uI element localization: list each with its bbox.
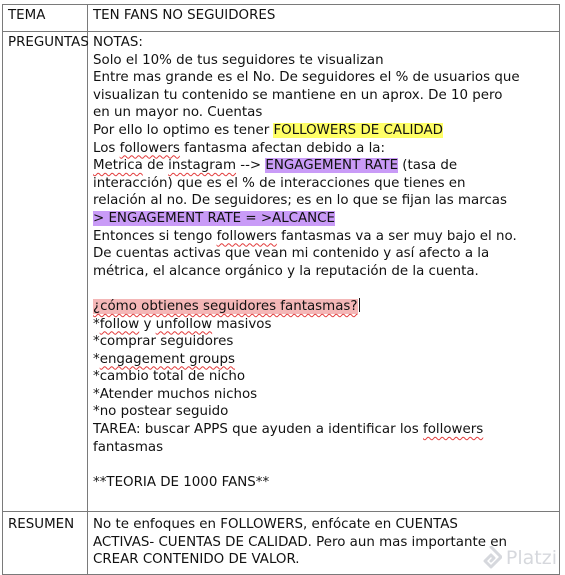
spellcheck-word: instagram (168, 158, 237, 174)
bullet-3-pre: * (93, 351, 100, 367)
note-line-11-pre: Entonces si tengo (93, 228, 217, 244)
bullet-engagement-groups (93, 351, 555, 369)
resumen-label-cell[interactable] (3, 512, 88, 575)
row-resumen (3, 512, 560, 575)
note-line-11-post: fantasmas va a ser muy bajo el no. (276, 228, 517, 244)
preguntas-content-cell[interactable] (88, 32, 560, 512)
note-line-5-text: Por ello lo optimo es tener (93, 122, 274, 138)
resumen-line-2: ACTIVAS- CUENTAS DE CALIDAD. Pero aun mas importante en (93, 534, 507, 550)
note-line-4: en un mayor no. Cuentas (93, 105, 263, 121)
preguntas-label-cell[interactable] (3, 32, 88, 512)
spellcheck-word: followers (119, 140, 180, 156)
bullet-no-postear: *no postear seguido (93, 404, 229, 420)
tema-value: TEN FANS NO SEGUIDORES (93, 8, 276, 23)
note-line-7 (93, 157, 555, 175)
question-line (93, 298, 555, 316)
resumen-line-3: CREAR CONTENIDO DE VALOR. (93, 552, 300, 568)
engagement-alcance-highlight: > ENGAGEMENT RATE = >ALCANCE (93, 210, 335, 226)
preguntas-label: PREGUNTAS (8, 35, 89, 50)
notas-title: NOTAS: (93, 35, 143, 50)
spellcheck-word: engagement groups (99, 351, 236, 367)
spellcheck-word: unfollow (155, 316, 213, 332)
bullet-comprar: *comprar seguidores (93, 334, 234, 350)
note-line-3: visualizan tu contenido se mantiene en un aprox. De 10 pero (93, 87, 503, 103)
teoria-line: **TEORIA DE 1000 FANS** (93, 474, 270, 490)
spellcheck-word: follow (99, 316, 140, 332)
blank-line (93, 491, 555, 509)
note-line-6-pre: Los (93, 140, 120, 156)
note-line-1: Solo el 10% de tus seguidores te visualizan (93, 52, 384, 68)
tarea-pre: TAREA: buscar APPS que ayuden a identificar los (93, 422, 423, 438)
tarea-line-2: fantasmas (93, 439, 164, 455)
watermark-text: Platzi (505, 547, 557, 569)
note-line-10 (93, 210, 555, 228)
note-line-6-post: fantasma afectan debido a la: (179, 140, 386, 156)
note-line-7-post: (tasa de (398, 158, 458, 174)
resumen-label: RESUMEN (8, 517, 75, 533)
bullet-atender-nichos: *Atender muchos nichos (93, 386, 258, 402)
followers-de-calidad-highlight: FOLLOWERS DE CALIDAD (273, 122, 443, 138)
platzi-logo-icon (480, 546, 502, 570)
blank-line (93, 456, 555, 474)
note-line-5 (93, 122, 555, 140)
note-line-12: De cuentas activas que vean mi contenido y así afecto a la (93, 246, 490, 262)
note-line-2: Entre mas grande es el No. De seguidores el % de usuarios que (93, 70, 520, 86)
note-line-7-mid1: de (142, 158, 169, 174)
blank-line (93, 280, 555, 298)
platzi-watermark (480, 546, 557, 570)
note-line-13: métrica, el alcance orgánico y la reputación de la cuenta. (93, 263, 479, 279)
bullet-cambio-nicho: *cambio total de nicho (93, 369, 246, 385)
note-line-9: relación al no. De seguidores; es en lo que se fijan las marcas (93, 193, 507, 209)
note-line-11 (93, 228, 555, 246)
note-line-6 (93, 140, 555, 158)
resumen-line-1: No te enfoques en FOLLOWERS, enfócate en CUENTAS (93, 517, 458, 533)
bullet-1-mid: y (139, 316, 156, 332)
engagement-rate-highlight: ENGAGEMENT RATE (265, 158, 399, 174)
spellcheck-word: followers (423, 422, 484, 438)
row-preguntas (3, 32, 560, 512)
tema-value-cell[interactable] (88, 5, 560, 32)
text-cursor (359, 298, 360, 312)
notes-table (2, 4, 560, 575)
spellcheck-word: Metrica (93, 158, 143, 174)
bullet-1-pre: * (93, 316, 100, 332)
spellcheck-word: followers (216, 228, 277, 244)
tema-label: TEMA (8, 8, 46, 23)
row-tema (3, 5, 560, 32)
tema-label-cell[interactable] (3, 5, 88, 32)
tarea-line (93, 421, 555, 439)
note-line-8: interacción) que es el % de interacciones que tienes en (93, 175, 466, 191)
note-line-7-mid2: --> (236, 158, 266, 174)
bullet-1-post: masivos (212, 316, 272, 332)
question-highlight: ¿cómo obtienes seguidores fantasmas? (93, 298, 358, 314)
bullet-follow-unfollow (93, 316, 555, 334)
